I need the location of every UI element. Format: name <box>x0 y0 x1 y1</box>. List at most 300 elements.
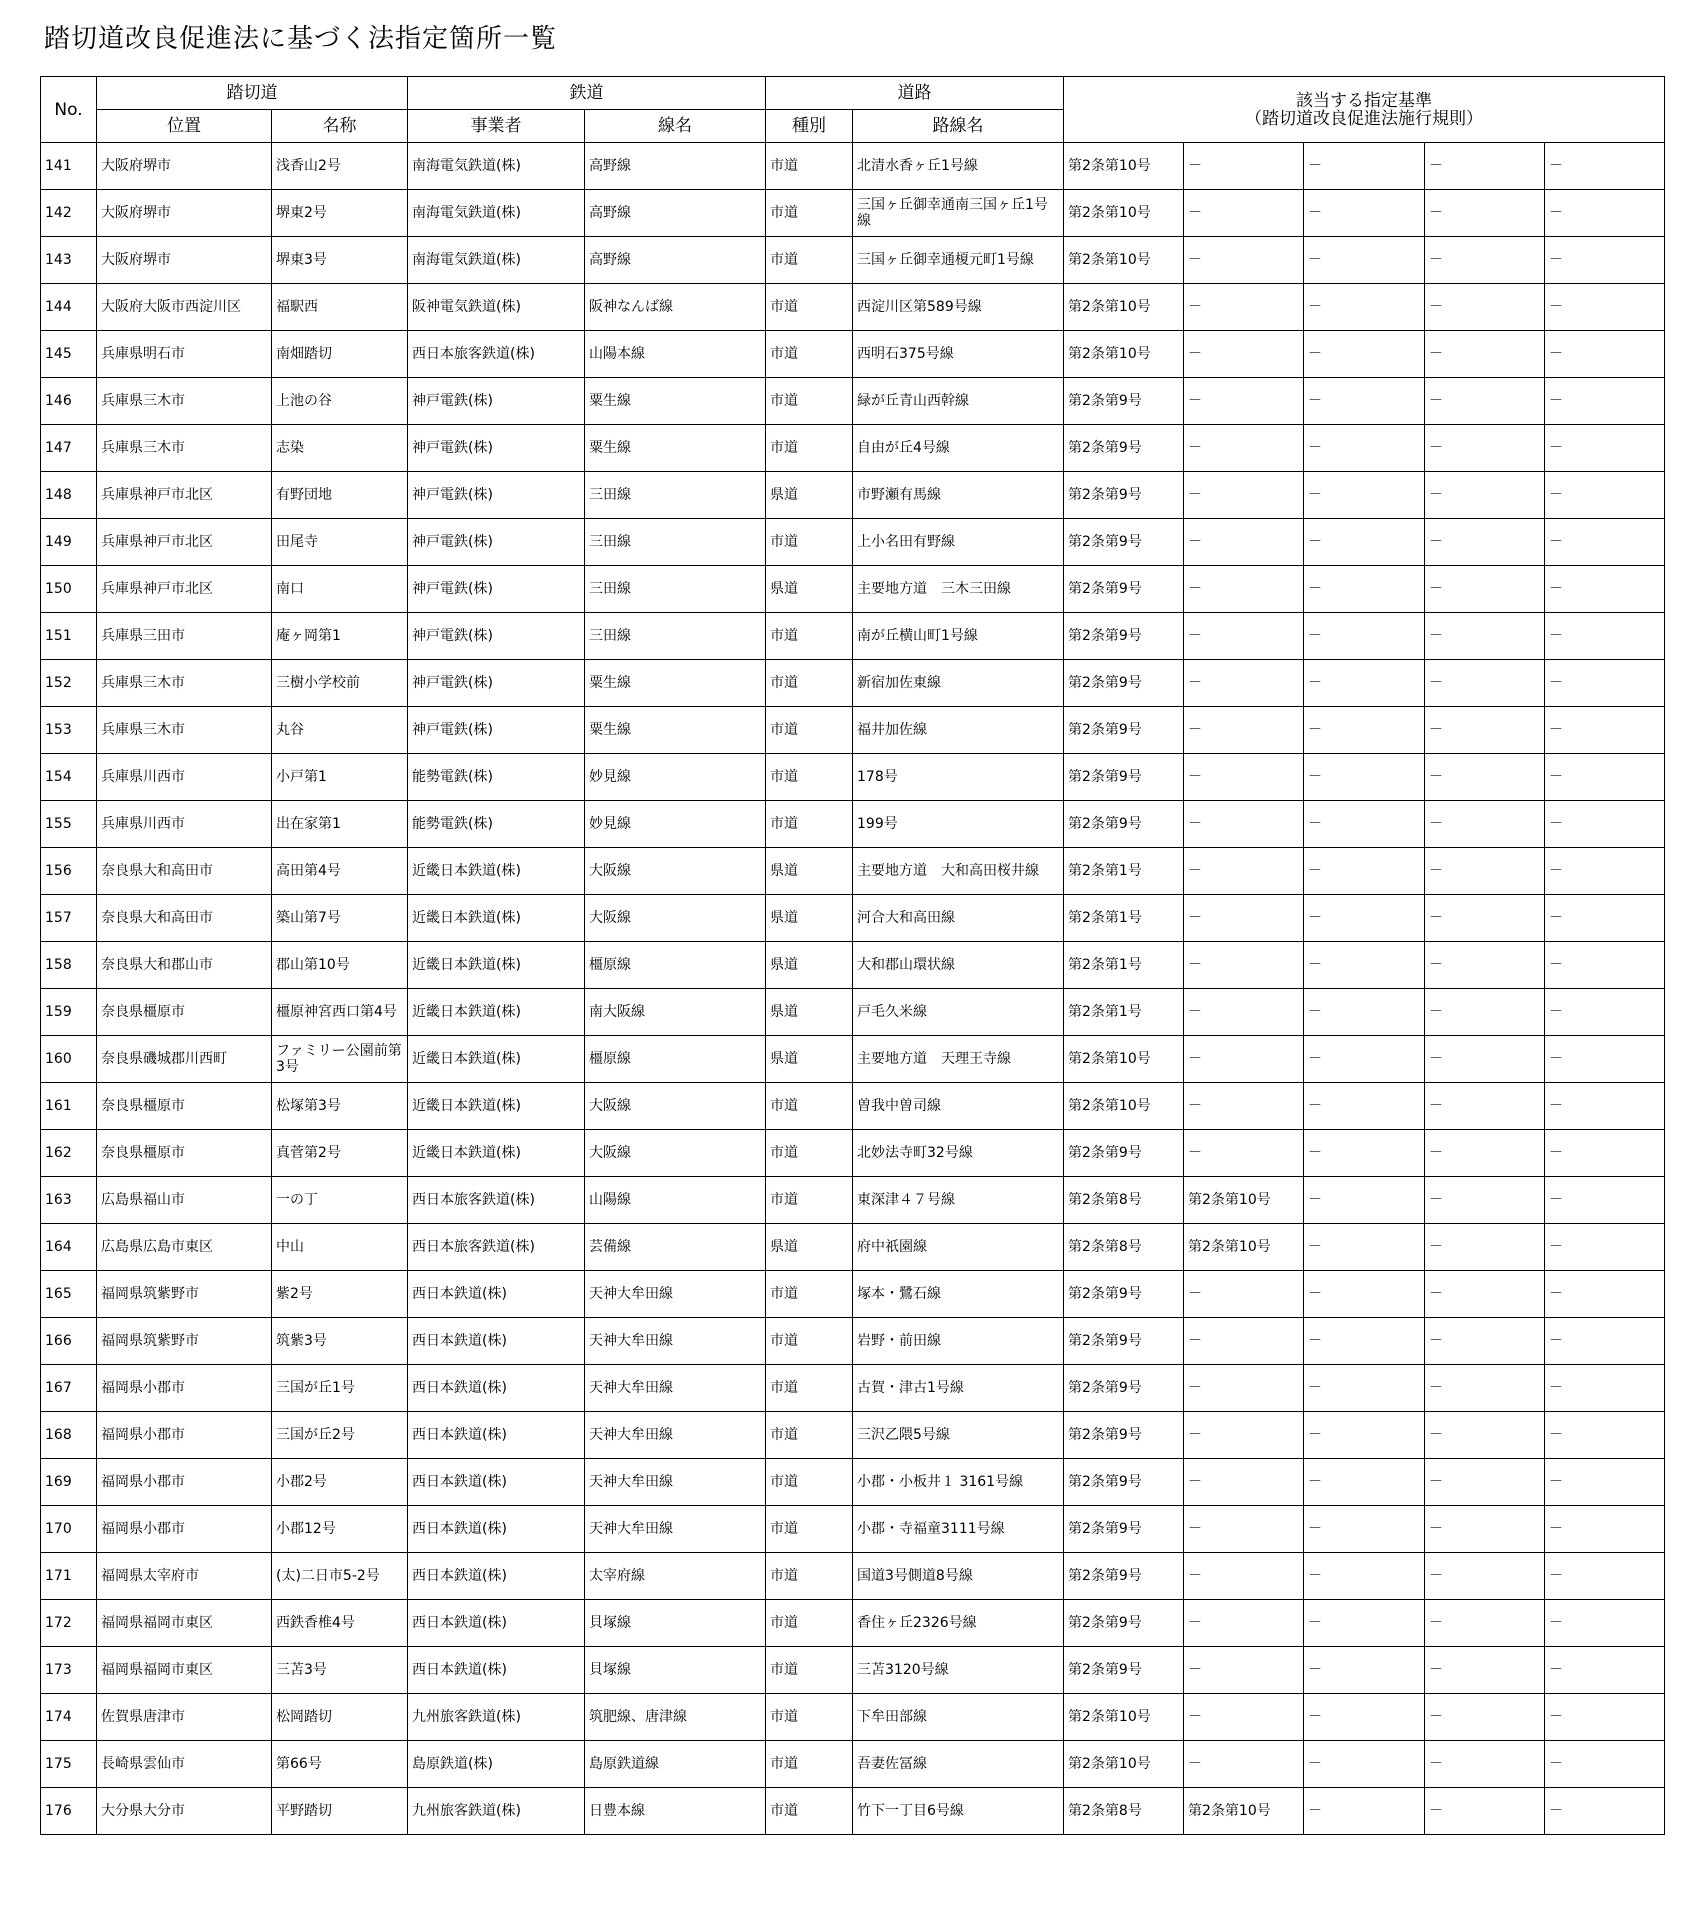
cell-criteria-5: － <box>1545 143 1665 190</box>
cell-criteria-3: － <box>1304 1271 1425 1318</box>
cell-route: 小郡・小板井１ 3161号線 <box>853 1459 1064 1506</box>
cell-route: 西明石375号線 <box>853 331 1064 378</box>
cell-operator: 近畿日本鉄道(株) <box>408 942 585 989</box>
table-row <box>41 1036 1665 1083</box>
cell-criteria-2: － <box>1184 613 1304 660</box>
cell-name: 志染 <box>272 425 408 472</box>
cell-criteria-1: 第2条第8号 <box>1064 1177 1184 1224</box>
cell-criteria-3: － <box>1304 1130 1425 1177</box>
cell-no: 149 <box>41 519 97 566</box>
cell-line: 天神大牟田線 <box>585 1412 766 1459</box>
cell-type: 市道 <box>766 1553 853 1600</box>
cell-route: 小郡・寺福童3111号線 <box>853 1506 1064 1553</box>
header-no: No. <box>41 77 97 143</box>
cell-route: 竹下一丁目6号線 <box>853 1788 1064 1835</box>
cell-location: 長崎県雲仙市 <box>97 1741 272 1788</box>
cell-type: 市道 <box>766 1459 853 1506</box>
cell-criteria-5: － <box>1545 1083 1665 1130</box>
cell-line: 大阪線 <box>585 895 766 942</box>
cell-criteria-2: － <box>1184 848 1304 895</box>
cell-criteria-3: － <box>1304 1788 1425 1835</box>
cell-criteria-3: － <box>1304 1647 1425 1694</box>
table-row <box>41 472 1665 519</box>
cell-criteria-2: － <box>1184 284 1304 331</box>
table-row <box>41 1600 1665 1647</box>
cell-type: 県道 <box>766 1224 853 1271</box>
cell-criteria-4: － <box>1425 1600 1545 1647</box>
cell-name: 三苫3号 <box>272 1647 408 1694</box>
cell-criteria-2: 第2条第10号 <box>1184 1224 1304 1271</box>
cell-criteria-4: － <box>1425 378 1545 425</box>
cell-criteria-2: － <box>1184 895 1304 942</box>
cell-line: 太宰府線 <box>585 1553 766 1600</box>
cell-criteria-3: － <box>1304 1412 1425 1459</box>
header-criteria <box>1064 77 1665 143</box>
cell-operator: 西日本鉄道(株) <box>408 1600 585 1647</box>
cell-criteria-1: 第2条第9号 <box>1064 472 1184 519</box>
cell-criteria-4: － <box>1425 190 1545 237</box>
cell-location: 大阪府堺市 <box>97 143 272 190</box>
cell-name: 庵ヶ岡第1 <box>272 613 408 660</box>
cell-operator: 近畿日本鉄道(株) <box>408 1036 585 1083</box>
table-row <box>41 1318 1665 1365</box>
header-type: 種別 <box>766 110 853 143</box>
cell-location: 兵庫県川西市 <box>97 754 272 801</box>
cell-line: 橿原線 <box>585 1036 766 1083</box>
cell-criteria-1: 第2条第10号 <box>1064 1694 1184 1741</box>
cell-criteria-1: 第2条第9号 <box>1064 1459 1184 1506</box>
cell-route: 自由が丘4号線 <box>853 425 1064 472</box>
cell-location: 兵庫県三木市 <box>97 707 272 754</box>
cell-criteria-3: － <box>1304 848 1425 895</box>
cell-operator: 近畿日本鉄道(株) <box>408 848 585 895</box>
cell-location: 奈良県大和高田市 <box>97 848 272 895</box>
table-row <box>41 1177 1665 1224</box>
cell-route: 新宿加佐東線 <box>853 660 1064 707</box>
cell-no: 167 <box>41 1365 97 1412</box>
cell-criteria-5: － <box>1545 519 1665 566</box>
cell-criteria-4: － <box>1425 1459 1545 1506</box>
cell-criteria-5: － <box>1545 613 1665 660</box>
cell-criteria-3: － <box>1304 1036 1425 1083</box>
cell-criteria-4: － <box>1425 331 1545 378</box>
cell-line: 妙見線 <box>585 801 766 848</box>
cell-criteria-2: － <box>1184 1130 1304 1177</box>
cell-route: 北清水香ヶ丘1号線 <box>853 143 1064 190</box>
cell-line: 天神大牟田線 <box>585 1271 766 1318</box>
cell-criteria-1: 第2条第9号 <box>1064 1318 1184 1365</box>
cell-name: 一の丁 <box>272 1177 408 1224</box>
cell-criteria-3: － <box>1304 801 1425 848</box>
cell-criteria-4: － <box>1425 942 1545 989</box>
table-row <box>41 1271 1665 1318</box>
cell-type: 市道 <box>766 1694 853 1741</box>
cell-criteria-4: － <box>1425 1318 1545 1365</box>
cell-criteria-4: － <box>1425 660 1545 707</box>
cell-line: 日豊本線 <box>585 1788 766 1835</box>
cell-operator: 西日本鉄道(株) <box>408 1506 585 1553</box>
cell-name: 出在家第1 <box>272 801 408 848</box>
cell-criteria-5: － <box>1545 895 1665 942</box>
cell-operator: 西日本鉄道(株) <box>408 1459 585 1506</box>
cell-criteria-3: － <box>1304 472 1425 519</box>
cell-criteria-5: － <box>1545 425 1665 472</box>
header-criteria-line1: 該当する指定基準 <box>1296 90 1433 111</box>
table-body <box>41 143 1665 1835</box>
table-row <box>41 1083 1665 1130</box>
cell-operator: 九州旅客鉄道(株) <box>408 1694 585 1741</box>
cell-route: 南が丘横山町1号線 <box>853 613 1064 660</box>
cell-name: 西鉄香椎4号 <box>272 1600 408 1647</box>
cell-operator: 島原鉄道(株) <box>408 1741 585 1788</box>
cell-criteria-4: － <box>1425 143 1545 190</box>
cell-type: 市道 <box>766 1130 853 1177</box>
cell-line: 大阪線 <box>585 1130 766 1177</box>
table-row <box>41 190 1665 237</box>
cell-criteria-2: － <box>1184 942 1304 989</box>
cell-no: 165 <box>41 1271 97 1318</box>
cell-operator: 近畿日本鉄道(株) <box>408 989 585 1036</box>
cell-criteria-3: － <box>1304 1553 1425 1600</box>
cell-name: 松岡踏切 <box>272 1694 408 1741</box>
cell-criteria-1: 第2条第1号 <box>1064 989 1184 1036</box>
cell-no: 171 <box>41 1553 97 1600</box>
cell-operator: 南海電気鉄道(株) <box>408 143 585 190</box>
cell-criteria-3: － <box>1304 989 1425 1036</box>
cell-criteria-4: － <box>1425 1271 1545 1318</box>
cell-name: 筑紫3号 <box>272 1318 408 1365</box>
cell-location: 佐賀県唐津市 <box>97 1694 272 1741</box>
cell-criteria-1: 第2条第10号 <box>1064 1036 1184 1083</box>
cell-criteria-5: － <box>1545 1694 1665 1741</box>
cell-type: 市道 <box>766 425 853 472</box>
cell-criteria-2: － <box>1184 1553 1304 1600</box>
cell-criteria-5: － <box>1545 707 1665 754</box>
cell-type: 県道 <box>766 895 853 942</box>
cell-criteria-5: － <box>1545 1553 1665 1600</box>
cell-no: 166 <box>41 1318 97 1365</box>
table-row <box>41 660 1665 707</box>
cell-location: 兵庫県三木市 <box>97 425 272 472</box>
cell-criteria-1: 第2条第10号 <box>1064 1083 1184 1130</box>
cell-criteria-5: － <box>1545 472 1665 519</box>
cell-type: 市道 <box>766 1177 853 1224</box>
cell-type: 市道 <box>766 1741 853 1788</box>
cell-location: 福岡県太宰府市 <box>97 1553 272 1600</box>
cell-name: ファミリー公園前第3号 <box>272 1036 408 1083</box>
cell-criteria-2: － <box>1184 143 1304 190</box>
cell-criteria-1: 第2条第10号 <box>1064 190 1184 237</box>
cell-criteria-3: － <box>1304 331 1425 378</box>
cell-name: 上池の谷 <box>272 378 408 425</box>
cell-route: 戸毛久米線 <box>853 989 1064 1036</box>
cell-route: 三苫3120号線 <box>853 1647 1064 1694</box>
cell-criteria-4: － <box>1425 1694 1545 1741</box>
cell-criteria-2: 第2条第10号 <box>1184 1177 1304 1224</box>
cell-location: 兵庫県神戸市北区 <box>97 519 272 566</box>
cell-route: 主要地方道 大和高田桜井線 <box>853 848 1064 895</box>
header-road: 道路 <box>766 77 1064 110</box>
cell-name: 浅香山2号 <box>272 143 408 190</box>
cell-name: (太)二日市5-2号 <box>272 1553 408 1600</box>
cell-location: 福岡県筑紫野市 <box>97 1318 272 1365</box>
cell-no: 175 <box>41 1741 97 1788</box>
cell-operator: 神戸電鉄(株) <box>408 378 585 425</box>
table-row <box>41 237 1665 284</box>
cell-name: 堺東3号 <box>272 237 408 284</box>
cell-criteria-3: － <box>1304 1083 1425 1130</box>
cell-location: 兵庫県明石市 <box>97 331 272 378</box>
cell-criteria-4: － <box>1425 801 1545 848</box>
cell-line: 天神大牟田線 <box>585 1365 766 1412</box>
cell-criteria-3: － <box>1304 942 1425 989</box>
cell-criteria-2: － <box>1184 1083 1304 1130</box>
cell-criteria-1: 第2条第9号 <box>1064 1600 1184 1647</box>
cell-criteria-4: － <box>1425 989 1545 1036</box>
cell-route: 北妙法寺町32号線 <box>853 1130 1064 1177</box>
cell-name: 三国が丘1号 <box>272 1365 408 1412</box>
cell-name: 平野踏切 <box>272 1788 408 1835</box>
cell-criteria-2: － <box>1184 190 1304 237</box>
cell-criteria-5: － <box>1545 284 1665 331</box>
cell-name: 真菅第2号 <box>272 1130 408 1177</box>
cell-criteria-1: 第2条第9号 <box>1064 660 1184 707</box>
cell-criteria-4: － <box>1425 1412 1545 1459</box>
cell-criteria-1: 第2条第9号 <box>1064 1271 1184 1318</box>
cell-operator: 西日本鉄道(株) <box>408 1553 585 1600</box>
cell-location: 大阪府堺市 <box>97 237 272 284</box>
cell-criteria-3: － <box>1304 1224 1425 1271</box>
cell-type: 市道 <box>766 519 853 566</box>
table-row <box>41 754 1665 801</box>
cell-criteria-4: － <box>1425 707 1545 754</box>
cell-criteria-2: － <box>1184 707 1304 754</box>
cell-criteria-1: 第2条第9号 <box>1064 1365 1184 1412</box>
cell-line: 天神大牟田線 <box>585 1459 766 1506</box>
cell-criteria-1: 第2条第9号 <box>1064 1506 1184 1553</box>
cell-criteria-2: － <box>1184 660 1304 707</box>
header-crossing: 踏切道 <box>97 77 408 110</box>
cell-criteria-4: － <box>1425 1130 1545 1177</box>
cell-criteria-2: － <box>1184 519 1304 566</box>
cell-criteria-2: － <box>1184 378 1304 425</box>
cell-location: 奈良県橿原市 <box>97 1083 272 1130</box>
designated-crossings-table <box>40 76 1665 1835</box>
cell-criteria-3: － <box>1304 237 1425 284</box>
table-row <box>41 942 1665 989</box>
cell-type: 市道 <box>766 143 853 190</box>
cell-name: 小郡2号 <box>272 1459 408 1506</box>
cell-criteria-4: － <box>1425 1177 1545 1224</box>
table-row <box>41 1694 1665 1741</box>
cell-type: 市道 <box>766 331 853 378</box>
cell-no: 156 <box>41 848 97 895</box>
cell-location: 兵庫県川西市 <box>97 801 272 848</box>
cell-name: 三国が丘2号 <box>272 1412 408 1459</box>
cell-no: 163 <box>41 1177 97 1224</box>
cell-route: 曽我中曽司線 <box>853 1083 1064 1130</box>
cell-criteria-4: － <box>1425 425 1545 472</box>
cell-type: 市道 <box>766 1365 853 1412</box>
cell-criteria-4: － <box>1425 1036 1545 1083</box>
cell-criteria-5: － <box>1545 1271 1665 1318</box>
page-title: 踏切道改良促進法に基づく法指定箇所一覧 <box>44 24 558 54</box>
cell-type: 市道 <box>766 613 853 660</box>
cell-operator: 神戸電鉄(株) <box>408 707 585 754</box>
table-row <box>41 331 1665 378</box>
cell-route: 三国ヶ丘御幸通南三国ヶ丘1号線 <box>853 190 1064 237</box>
table-row <box>41 1506 1665 1553</box>
cell-line: 粟生線 <box>585 707 766 754</box>
cell-no: 151 <box>41 613 97 660</box>
cell-type: 県道 <box>766 942 853 989</box>
table-row <box>41 895 1665 942</box>
cell-operator: 西日本旅客鉄道(株) <box>408 331 585 378</box>
cell-criteria-5: － <box>1545 942 1665 989</box>
cell-criteria-2: － <box>1184 1271 1304 1318</box>
cell-criteria-1: 第2条第10号 <box>1064 284 1184 331</box>
cell-location: 福岡県筑紫野市 <box>97 1271 272 1318</box>
cell-route: 三沢乙隈5号線 <box>853 1412 1064 1459</box>
cell-operator: 西日本鉄道(株) <box>408 1271 585 1318</box>
cell-criteria-5: － <box>1545 1506 1665 1553</box>
cell-no: 158 <box>41 942 97 989</box>
cell-criteria-2: － <box>1184 472 1304 519</box>
cell-criteria-1: 第2条第9号 <box>1064 1553 1184 1600</box>
table-row <box>41 1412 1665 1459</box>
cell-criteria-1: 第2条第9号 <box>1064 1647 1184 1694</box>
cell-route: 河合大和高田線 <box>853 895 1064 942</box>
cell-criteria-1: 第2条第8号 <box>1064 1224 1184 1271</box>
cell-operator: 西日本鉄道(株) <box>408 1412 585 1459</box>
table-row <box>41 378 1665 425</box>
cell-operator: 近畿日本鉄道(株) <box>408 1130 585 1177</box>
cell-criteria-4: － <box>1425 895 1545 942</box>
header-route: 路線名 <box>853 110 1064 143</box>
cell-location: 奈良県橿原市 <box>97 1130 272 1177</box>
cell-location: 福岡県福岡市東区 <box>97 1600 272 1647</box>
cell-type: 県道 <box>766 848 853 895</box>
cell-criteria-3: － <box>1304 143 1425 190</box>
cell-name: 丸谷 <box>272 707 408 754</box>
cell-location: 福岡県小郡市 <box>97 1459 272 1506</box>
cell-line: 高野線 <box>585 190 766 237</box>
cell-criteria-5: － <box>1545 801 1665 848</box>
cell-criteria-5: － <box>1545 190 1665 237</box>
cell-criteria-1: 第2条第1号 <box>1064 848 1184 895</box>
table-row <box>41 1365 1665 1412</box>
cell-criteria-2: － <box>1184 1741 1304 1788</box>
cell-type: 市道 <box>766 1647 853 1694</box>
cell-criteria-1: 第2条第1号 <box>1064 942 1184 989</box>
cell-operator: 神戸電鉄(株) <box>408 472 585 519</box>
cell-no: 164 <box>41 1224 97 1271</box>
cell-criteria-4: － <box>1425 1224 1545 1271</box>
cell-line: 三田線 <box>585 613 766 660</box>
cell-route: 府中祇園線 <box>853 1224 1064 1271</box>
cell-line: 妙見線 <box>585 754 766 801</box>
cell-criteria-2: － <box>1184 1459 1304 1506</box>
cell-criteria-5: － <box>1545 1788 1665 1835</box>
table-row <box>41 1553 1665 1600</box>
table-row <box>41 519 1665 566</box>
cell-operator: 近畿日本鉄道(株) <box>408 1083 585 1130</box>
cell-name: 第66号 <box>272 1741 408 1788</box>
table-row <box>41 1224 1665 1271</box>
cell-line: 粟生線 <box>585 660 766 707</box>
cell-criteria-2: － <box>1184 1318 1304 1365</box>
cell-criteria-3: － <box>1304 895 1425 942</box>
table-row <box>41 1741 1665 1788</box>
cell-type: 市道 <box>766 1271 853 1318</box>
cell-criteria-5: － <box>1545 1318 1665 1365</box>
cell-route: 福井加佐線 <box>853 707 1064 754</box>
cell-criteria-3: － <box>1304 566 1425 613</box>
cell-line: 貝塚線 <box>585 1600 766 1647</box>
cell-type: 市道 <box>766 378 853 425</box>
cell-operator: 神戸電鉄(株) <box>408 425 585 472</box>
cell-operator: 神戸電鉄(株) <box>408 519 585 566</box>
cell-location: 福岡県小郡市 <box>97 1365 272 1412</box>
cell-criteria-1: 第2条第9号 <box>1064 801 1184 848</box>
cell-type: 市道 <box>766 1788 853 1835</box>
cell-criteria-2: － <box>1184 1365 1304 1412</box>
cell-line: 大阪線 <box>585 848 766 895</box>
cell-route: 主要地方道 三木三田線 <box>853 566 1064 613</box>
table-row <box>41 284 1665 331</box>
cell-type: 県道 <box>766 566 853 613</box>
cell-location: 福岡県小郡市 <box>97 1412 272 1459</box>
cell-line: 大阪線 <box>585 1083 766 1130</box>
cell-criteria-3: － <box>1304 425 1425 472</box>
cell-route: 下牟田部線 <box>853 1694 1064 1741</box>
cell-name: 小戸第1 <box>272 754 408 801</box>
cell-criteria-5: － <box>1545 754 1665 801</box>
cell-name: 松塚第3号 <box>272 1083 408 1130</box>
cell-criteria-1: 第2条第9号 <box>1064 754 1184 801</box>
cell-operator: 南海電気鉄道(株) <box>408 237 585 284</box>
cell-name: 堺東2号 <box>272 190 408 237</box>
cell-name: 福駅西 <box>272 284 408 331</box>
cell-no: 148 <box>41 472 97 519</box>
cell-line: 三田線 <box>585 519 766 566</box>
cell-operator: 阪神電気鉄道(株) <box>408 284 585 331</box>
cell-criteria-4: － <box>1425 1553 1545 1600</box>
table-row <box>41 1647 1665 1694</box>
cell-line: 南大阪線 <box>585 989 766 1036</box>
cell-criteria-2: － <box>1184 566 1304 613</box>
cell-name: 南畑踏切 <box>272 331 408 378</box>
cell-criteria-5: － <box>1545 378 1665 425</box>
cell-route: 国道3号側道8号線 <box>853 1553 1064 1600</box>
cell-name: 橿原神宮西口第4号 <box>272 989 408 1036</box>
cell-criteria-3: － <box>1304 660 1425 707</box>
cell-no: 157 <box>41 895 97 942</box>
cell-operator: 西日本旅客鉄道(株) <box>408 1224 585 1271</box>
cell-route: 主要地方道 天理王寺線 <box>853 1036 1064 1083</box>
cell-criteria-4: － <box>1425 1741 1545 1788</box>
cell-location: 広島県福山市 <box>97 1177 272 1224</box>
cell-location: 大阪府大阪市西淀川区 <box>97 284 272 331</box>
cell-criteria-4: － <box>1425 1365 1545 1412</box>
cell-operator: 九州旅客鉄道(株) <box>408 1788 585 1835</box>
cell-type: 市道 <box>766 237 853 284</box>
cell-line: 粟生線 <box>585 378 766 425</box>
cell-criteria-4: － <box>1425 754 1545 801</box>
table-row <box>41 801 1665 848</box>
cell-criteria-5: － <box>1545 1459 1665 1506</box>
cell-line: 高野線 <box>585 143 766 190</box>
